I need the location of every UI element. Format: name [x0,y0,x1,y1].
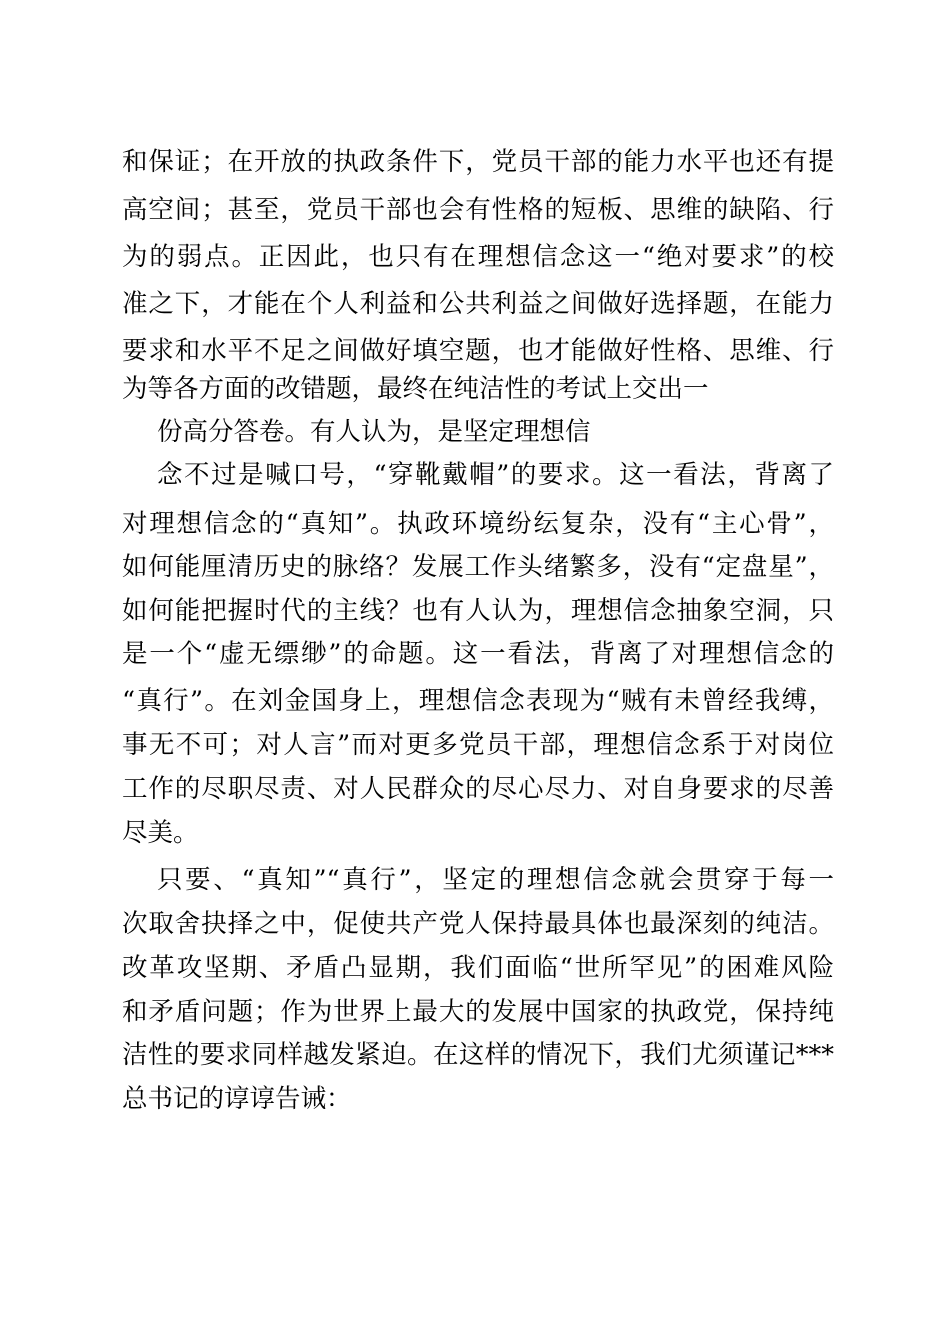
text-line: 如何能把握时代的主线？也有人认为，理想信念抽象空洞，只 [122,596,834,626]
text-line: 洁性的要求同样越发紧迫。在这样的情况下，我们尤须谨记*** [122,1040,834,1070]
text-line: 工作的尽职尽责、对人民群众的尽心尽力、对自身要求的尽善 [122,774,834,804]
text-line: “真行”。在刘金国身上，理想信念表现为“贼有未曾经我缚， [122,686,834,716]
text-line: 只要、“真知”“真行”，坚定的理想信念就会贯穿于每一 [157,865,834,895]
text-line: 准之下，才能在个人利益和公共利益之间做好选择题，在能力 [122,289,834,319]
text-line: 为等各方面的改错题，最终在纯洁性的考试上交出一 [122,374,709,404]
text-line: 次取舍抉择之中，促使共产党人保持最具体也最深刻的纯洁。 [122,909,834,939]
text-line: 事无不可；对人言”而对更多党员干部，理想信念系于对岗位 [122,730,834,760]
text-line: 总书记的谆谆告诫： [122,1084,352,1114]
text-line: 为的弱点。正因此，也只有在理想信念这一“绝对要求”的校 [122,242,834,272]
text-line: 高空间；甚至，党员干部也会有性格的短板、思维的缺陷、行 [122,195,834,225]
text-line: 尽美。 [122,818,199,848]
text-line: 对理想信念的“真知”。执政环境纷纭复杂，没有“主心骨”， [122,509,834,539]
text-line: 份高分答卷。有人认为，是坚定理想信 [157,417,591,447]
text-line: 改革攻坚期、矛盾凸显期，我们面临“世所罕见”的困难风险 [122,953,834,983]
text-line: 是一个“虚无缥缈”的命题。这一看法，背离了对理想信念的 [122,639,834,669]
text-line: 和保证；在开放的执政条件下，党员干部的能力水平也还有提 [122,147,834,177]
text-line: 和矛盾问题；作为世界上最大的发展中国家的执政党，保持纯 [122,997,834,1027]
text-line: 如何能厘清历史的脉络？发展工作头绪繁多，没有“定盘星”， [122,552,834,582]
text-line: 要求和水平不足之间做好填空题，也才能做好性格、思维、行 [122,336,834,366]
text-line: 念不过是喊口号，“穿靴戴帽”的要求。这一看法，背离了 [157,460,834,490]
